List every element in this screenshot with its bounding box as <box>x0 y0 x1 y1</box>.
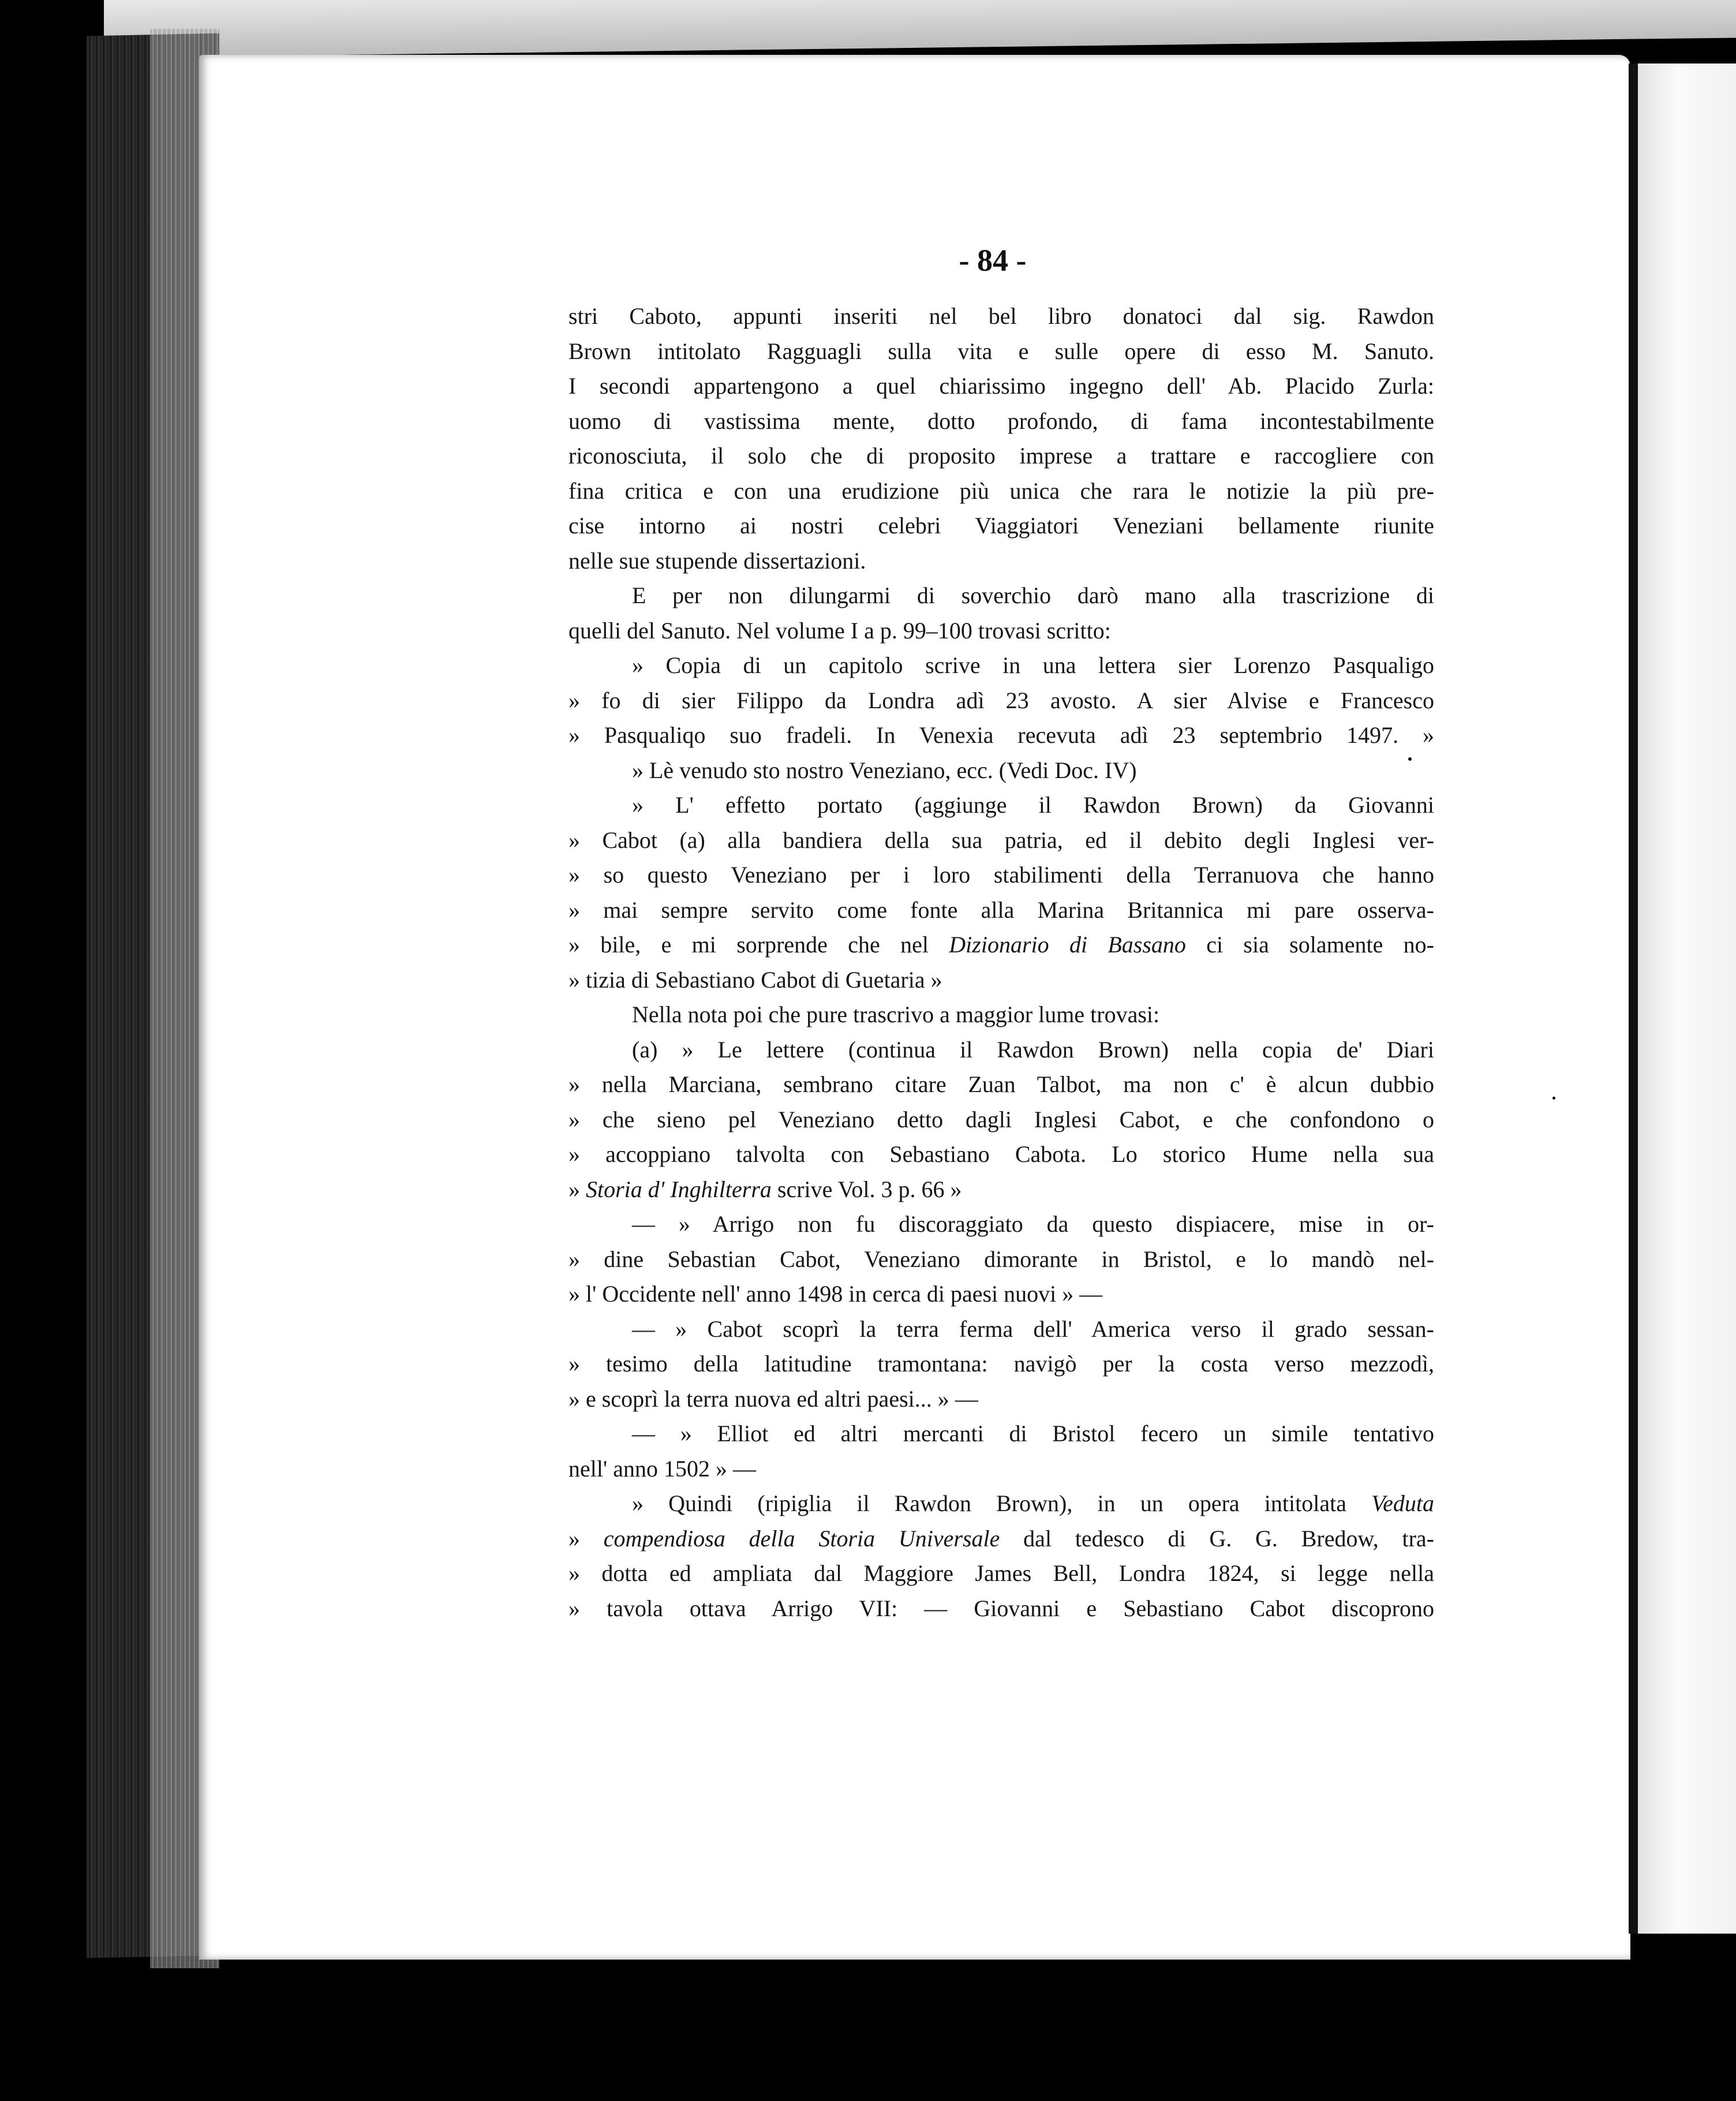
text-line: » Cabot (a) alla bandiera della sua patria, ed il debito degli Inglesi ver- <box>568 827 1434 853</box>
next-page-edge <box>1638 63 1736 1934</box>
italic-title: compendiosa della Storia Universale <box>603 1525 1000 1552</box>
page-number: - 84 - <box>959 243 1027 278</box>
text-line: » L' effetto portato (aggiunge il Rawdon Brown) da Giovanni <box>632 792 1434 818</box>
text-line: E per non dilungarmi di soverchio darò mano alla trascrizione di <box>632 582 1434 608</box>
text-line: » dotta ed ampliata dal Maggiore James Bell, Londra 1824, si legge nella <box>568 1560 1434 1586</box>
text-line: » fo di sier Filippo da Londra adì 23 avosto. A sier Alvise e Francesco <box>568 687 1434 713</box>
text-line: I secondi appartengono a quel chiarissimo ingegno dell' Ab. Placido Zurla: <box>568 373 1434 399</box>
text-line: » Copia di un capitolo scrive in una lettera sier Lorenzo Pasqualigo <box>632 652 1434 678</box>
text-line: » bile, e mi sorprende che nel Dizionario di Bassano ci sia solamente no- <box>568 932 1434 958</box>
text-line: nell' anno 1502 » — <box>568 1455 756 1482</box>
text-line: » Pasqualiqo suo fradeli. In Venexia recevuta adì 23 septembrio 1497. » <box>568 722 1434 748</box>
text-line: cise intorno ai nostri celebri Viaggiatori Veneziani bellamente riunite <box>568 513 1434 539</box>
text-line: » dine Sebastian Cabot, Veneziano dimorante in Bristol, e lo mandò nel- <box>568 1246 1434 1272</box>
scan-speck <box>40 750 45 755</box>
italic-title: Veduta <box>1371 1490 1434 1516</box>
text-line: nelle sue stupende dissertazioni. <box>568 547 866 574</box>
text-line: » tavola ottava Arrigo VII: — Giovanni e Sebastiano Cabot discoprono <box>568 1595 1434 1621</box>
text-line: » Storia d' Inghilterra scrive Vol. 3 p. 66 » <box>568 1176 962 1202</box>
page-gutter <box>1629 63 1638 1934</box>
text-line: » so questo Veneziano per i loro stabilimenti della Terranuova che hanno <box>568 862 1434 888</box>
text-line: » Quindi (ripiglia il Rawdon Brown), in un opera intitolata Veduta <box>632 1490 1434 1516</box>
text-line: — » Cabot scoprì la terra ferma dell' America verso il grado sessan- <box>632 1315 1434 1342</box>
italic-title: Storia d' Inghilterra <box>586 1176 772 1202</box>
text-line: Nella nota poi che pure trascrivo a maggior lume trovasi: <box>632 1001 1160 1027</box>
text-line: Brown intitolato Ragguagli sulla vita e sulle opere di esso M. Sanuto. <box>568 338 1434 364</box>
text-line: » tesimo della latitudine tramontana: navigò per la costa verso mezzodì, <box>568 1351 1434 1377</box>
text-line: — » Arrigo non fu discoraggiato da questo dispiacere, mise in or- <box>632 1211 1434 1237</box>
text-line: — » Elliot ed altri mercanti di Bristol fecero un simile tentativo <box>632 1420 1434 1446</box>
italic-title: Dizionario di Bassano <box>949 932 1186 958</box>
text-line: » nella Marciana, sembrano citare Zuan Talbot, ma non c' è alcun dubbio <box>568 1071 1434 1097</box>
previous-page-edge <box>104 0 1736 58</box>
text-line: fina critica e con una erudizione più unica che rara le notizie la più pre- <box>568 477 1434 504</box>
text-line: » che sieno pel Veneziano detto dagli Inglesi Cabot, e che confondono o <box>568 1106 1434 1132</box>
text-line: » l' Occidente nell' anno 1498 in cerca di paesi nuovi » — <box>568 1281 1103 1307</box>
text-line: » compendiosa della Storia Universale dal tedesco di G. G. Bredow, tra- <box>568 1525 1435 1552</box>
text-line: riconosciuta, il solo che di proposito imprese a trattare e raccogliere con <box>568 443 1434 469</box>
text-line: (a) » Le lettere (continua il Rawdon Brown) nella copia de' Diari <box>632 1036 1434 1063</box>
text-line: quelli del Sanuto. Nel volume I a p. 99–100 trovasi scritto: <box>568 617 1111 644</box>
text-line: » mai sempre servito come fonte alla Marina Britannica mi pare osserva- <box>568 896 1434 923</box>
text-line: » tizia di Sebastiano Cabot di Guetaria » <box>568 966 942 993</box>
scan-speck <box>1552 1097 1555 1100</box>
text-line: » e scoprì la terra nuova ed altri paesi... » — <box>568 1385 978 1412</box>
body-text <box>568 299 1434 1626</box>
text-line: » accoppiano talvolta con Sebastiano Cabota. Lo storico Hume nella sua <box>568 1141 1434 1167</box>
text-line: stri Caboto, appunti inseriti nel bel libro donatoci dal sig. Rawdon <box>568 303 1434 329</box>
text-line: » Lè venudo sto nostro Veneziano, ecc. (Vedi Doc. IV) <box>632 757 1137 783</box>
text-line: uomo di vastissima mente, dotto profondo, di fama incontestabilmente <box>568 408 1434 434</box>
